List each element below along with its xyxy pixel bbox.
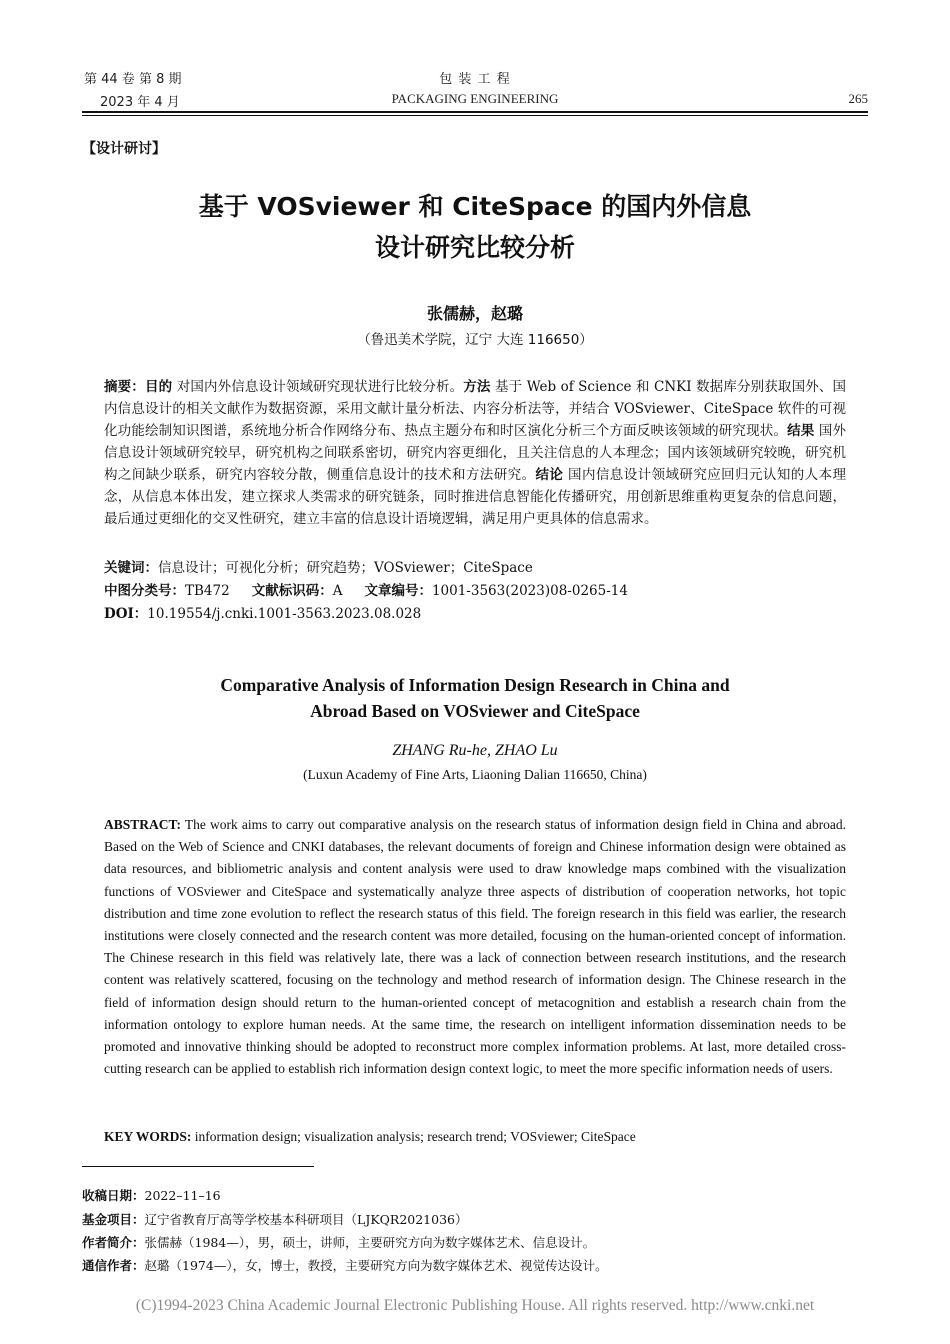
fund-label: 基金项目： [82,1212,145,1227]
classification-line [104,579,628,599]
clc-label: 中图分类号： [104,583,185,599]
method-label: 方法 [463,379,491,395]
footnote-author-bio [82,1233,595,1251]
footnote-fund [82,1210,468,1228]
result-label: 结果 [787,423,815,439]
doi-label: DOI： [104,606,148,622]
title-en-line2: Abroad Based on VOSviewer and CiteSpace [310,701,640,721]
journal-title-en: PACKAGING ENGINEERING [391,91,559,106]
clc-value: TB472 [185,583,230,599]
abstract-cn [104,376,846,530]
doc-code-value: A [332,583,343,599]
footnote-received [82,1186,221,1204]
journal-title-cn: 包 装 工 程 [439,72,511,87]
author-bio-value: 张儒赫（1984—），男，硕士，讲师，主要研究方向为数字媒体艺术、信息设计。 [144,1235,596,1250]
received-label: 收稿日期： [82,1188,145,1203]
keywords-cn-label: 关键词： [104,560,158,576]
footnote-corresponding [82,1256,608,1274]
method-text: 基于 Web of Science 和 CNKI 数据库分别获取国外、国内信息设计的相关文献作为数据资源，采用文献计量分析法、内容分析法等，并结合 VOSviewer、CiteSpace 软件的可视化功能绘制知识图谱，系统地分析合作网络分布、热点主题分布和时区演化分析三个方面反映该领域的研究现状。 [104,379,847,439]
copyright-notice: (C)1994-2023 China Academic Journal Electronic Publishing House. All rights reserved. http://www.cnki.net [135,1297,815,1314]
keywords-en [104,1126,846,1148]
title-en-line1: Comparative Analysis of Information Design Research in China and [220,675,730,695]
corresponding-label: 通信作者： [82,1258,145,1273]
keywords-cn-value: 信息设计；可视化分析；研究趋势；VOSviewer；CiteSpace [158,560,533,576]
authors-cn: 张儒赫，赵璐 [426,304,523,323]
purpose-label: 目的 [144,379,173,395]
article-no-label: 文章编号： [364,583,432,599]
abstract-en [104,814,846,1080]
result-text: 国外信息设计领域研究较早，研究机构之间联系密切，研究内容更细化，且关注信息的人本理念；国内该领域研究较晚，研究机构之间缺少联系，研究内容较分散，侧重信息设计的技术和方法研究。 [104,423,847,483]
footnote-rule [82,1166,314,1167]
article-no-value: 1001-3563(2023)08-0265-14 [431,583,628,599]
conclusion-label: 结论 [535,467,564,483]
affiliation-en: (Luxun Academy of Fine Arts, Liaoning Dalian 116650, China) [303,767,647,782]
keywords-en-label: KEY WORDS: [104,1129,192,1144]
author-bio-label: 作者简介： [82,1235,145,1250]
affiliation-cn: （鲁迅美术学院，辽宁 大连 116650） [357,332,593,348]
authors-en: ZHANG Ru-he, ZHAO Lu [392,742,558,759]
purpose-text: 对国内外信息设计领域研究现状进行比较分析。 [172,379,464,395]
header-rule-thick [82,111,868,113]
keywords-en-value: information design; visualization analysis; research trend; VOSviewer; CiteSpace [191,1129,636,1144]
title-cn-line2: 设计研究比较分析 [374,233,575,262]
section-tag: 【设计研讨】 [82,141,166,157]
keywords-cn [104,556,533,576]
doi-line [104,602,421,622]
header-rule-thin [82,115,868,116]
volume-issue: 第 44 卷 第 8 期 [84,72,182,87]
issue-date: 2023 年 4 月 [100,95,180,110]
doi-value: 10.19554/j.cnki.1001-3563.2023.08.028 [147,606,422,622]
abstract-cn-label: 摘要： [104,379,145,395]
corresponding-value: 赵璐（1974—），女，博士，教授，主要研究方向为数字媒体艺术、视觉传达设计。 [144,1258,608,1273]
title-cn-line1: 基于 VOSviewer 和 CiteSpace 的国内外信息 [198,192,752,221]
doc-code-label: 文献标识码： [251,583,333,599]
abstract-en-text: The work aims to carry out comparative analysis on the research status of information design field in China and abroad. Based on the Web of Science and CNKI databases, the relevant documents of foreign and Chinese information design were obtained as data resources, and bibliometric analysis and content analysis were used to draw knowledge maps combined with the visualization functions of VOSviewer and CiteSpace and systematically analyze three aspects of distribution of cooperation networks, hot topic distribution and time zone evolution to reflect the research status of this field. The foreign research in this field was earlier, the research institutions were closely connected and the research content was more detailed, focusing on the human-oriented concept of information. The Chinese research in this field was relatively late, there was a lack of connection between research institutions, and the research content was relatively scattered, focusing on the technology and method research of information design. The Chinese research in the field of information design should return to the human-oriented concept of metacognition and establish a research chain from the information ontology to explore human needs. At the same time, the research on intelligent information dissemination needs to be promoted and innovative thinking should be adopted to reconstruct more complex information problems. At last, more detailed cross-cutting research can be applied to establish rich information design context logic, to meet the more specific information needs of users. [104,817,846,1077]
conclusion-text: 国内信息设计领域研究应回归元认知的人本理念，从信息本体出发，建立探求人类需求的研究链条，同时推进信息智能化传播研究，用创新思维重构更复杂的信息问题，最后通过更细化的交叉性研究，建立丰富的信息设计语境逻辑，满足用户更具体的信息需求。 [104,467,847,527]
received-value: 2022–11–16 [144,1188,221,1203]
fund-value: 辽宁省教育厅高等学校基本科研项目（LJKQR2021036） [144,1212,468,1227]
page-number: 265 [848,91,868,106]
abstract-en-label: ABSTRACT: [104,817,182,832]
